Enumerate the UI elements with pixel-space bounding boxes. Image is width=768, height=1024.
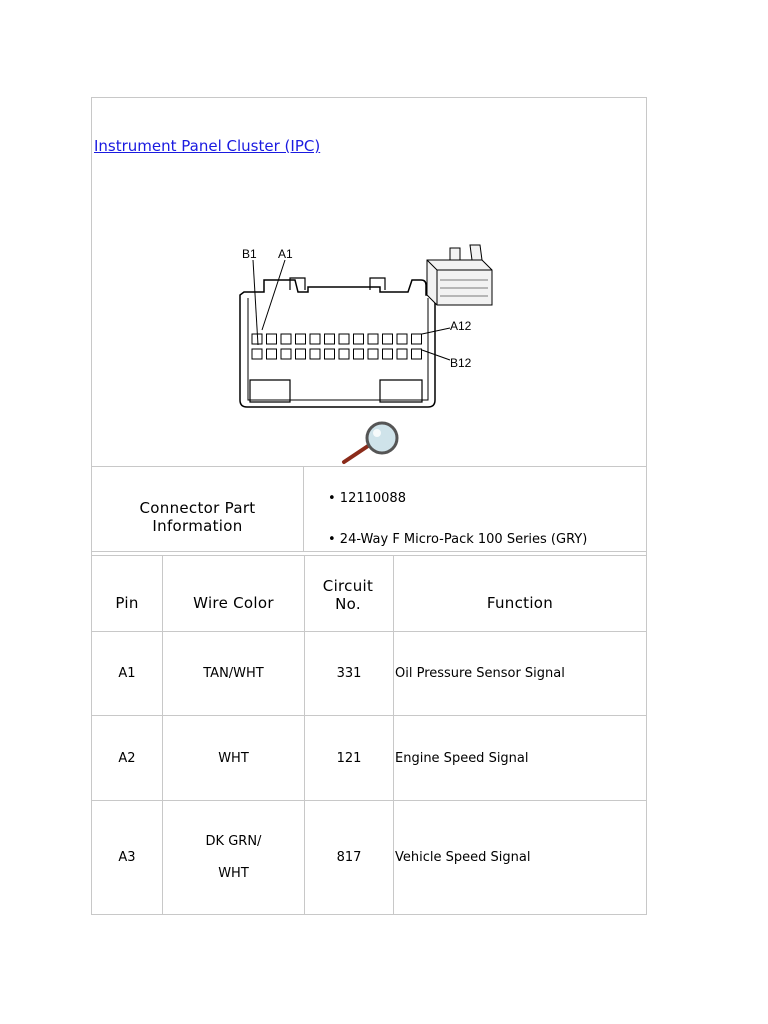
pin-cavity [296,334,306,344]
grid-line [92,551,647,552]
pin-cavity [296,349,306,359]
table-row-circuit: 817 [336,850,362,865]
table-row-pin: A2 [118,750,136,766]
pin-cavity [383,349,393,359]
header-function: Function [486,594,554,612]
pin-cavity [310,334,320,344]
pin-cavity [339,334,349,344]
table-row-wire-line1: DK GRN/ [205,833,262,849]
pin-cavity [267,334,277,344]
grid-line [92,466,647,467]
pin-cavity [339,349,349,359]
table-row-function: Oil Pressure Sensor Signal [395,666,565,681]
pin-cavity [267,349,277,359]
pin-cavity [310,349,320,359]
connector-item: • 24-Way F Micro-Pack 100 Series (GRY) [328,532,588,547]
table-row-pin: A1 [118,666,136,681]
connector-item: • 12110088 [328,491,406,506]
magnifier-icon[interactable] [340,420,402,466]
pin-cavity [325,349,335,359]
grid-line [303,466,304,552]
pin-cavity [412,334,422,344]
table-row-wire-line2: WHT [218,865,249,881]
table-row-wire: WHT [218,750,249,766]
pin-cavity [383,334,393,344]
grid-line [92,555,647,556]
label-b1: B1 [242,247,257,261]
pin-cavity [281,334,291,344]
table-row-function: Vehicle Speed Signal [395,850,531,865]
connector-diagram [230,230,530,415]
pin-cavity [368,349,378,359]
label-a12: A12 [450,319,472,333]
connector-part-label: Connector Part Information [139,499,256,535]
ipc-title-link[interactable]: Instrument Panel Cluster (IPC) [94,137,321,155]
table-row-circuit: 121 [336,750,362,766]
table-row-pin: A3 [118,850,136,865]
pin-cavity [281,349,291,359]
pin-cavity [397,349,407,359]
pin-cavity [397,334,407,344]
table-row-function: Engine Speed Signal [395,750,529,766]
pin-cavity [354,349,364,359]
label-a1: A1 [278,247,293,261]
pin-cavity [354,334,364,344]
table-row-wire: TAN/WHT [203,666,264,681]
label-b12: B12 [450,356,472,370]
header-pin: Pin [115,594,139,612]
header-circuit-no: Circuit No. [322,577,374,613]
pin-cavity [412,349,422,359]
pin-cavity [325,334,335,344]
table-row-circuit: 331 [336,666,362,681]
pin-cavity [252,349,262,359]
header-wire-color: Wire Color [193,594,274,612]
pin-cavity [368,334,378,344]
